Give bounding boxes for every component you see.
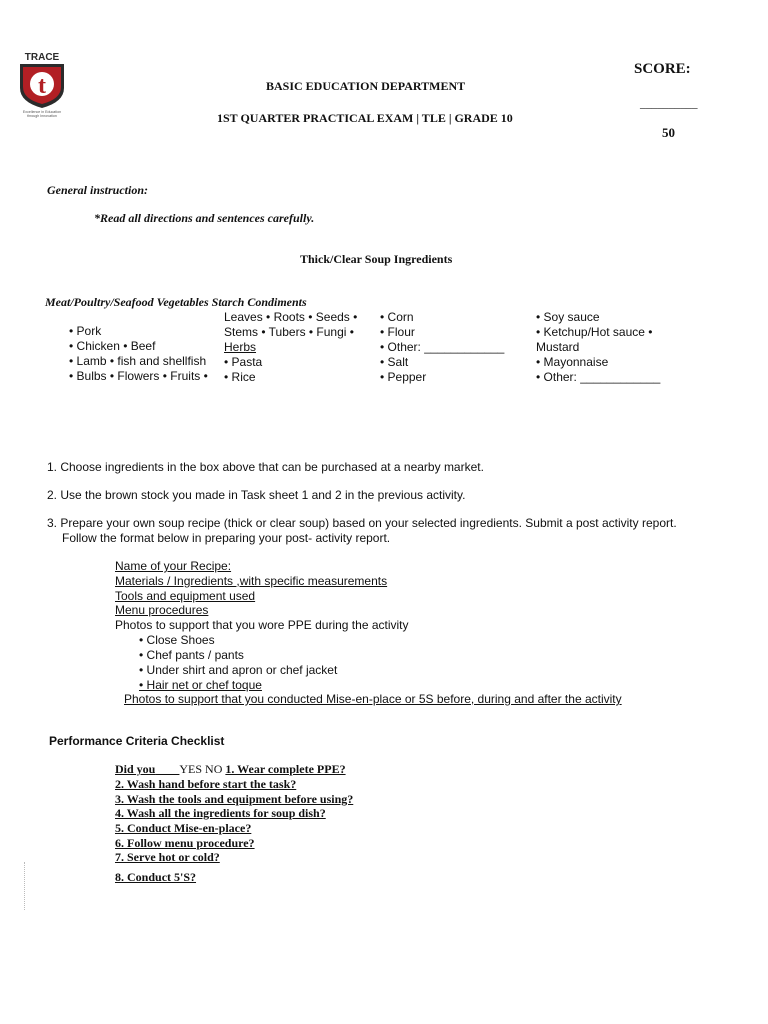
- margin-dots: [24, 862, 27, 910]
- step-1: 1. Choose ingredients in the box above that can be purchased at a nearby market.: [47, 460, 484, 474]
- list-item: Mustard: [536, 340, 580, 354]
- format-menu: Menu procedures: [115, 603, 209, 617]
- list-item: • Other: ____________: [380, 340, 505, 354]
- list-item: Stems • Tubers • Fungi •: [224, 325, 354, 339]
- score-blank: __________: [640, 98, 698, 110]
- ppe-item: • Chef pants / pants: [139, 648, 244, 662]
- list-item: • Bulbs • Flowers • Fruits •: [69, 369, 208, 383]
- format-photos-ppe: Photos to support that you wore PPE during the activity: [115, 618, 409, 632]
- table-headers: Meat/Poultry/Seafood Vegetables Starch Condiments: [45, 295, 307, 309]
- score-total: 50: [662, 125, 675, 140]
- ppe-item: • Under shirt and apron or chef jacket: [139, 663, 338, 677]
- exam-title: 1ST QUARTER PRACTICAL EXAM | TLE | GRADE 10: [217, 111, 513, 125]
- table-title: Thick/Clear Soup Ingredients: [300, 252, 453, 266]
- checklist-item: 2. Wash hand before start the task?: [115, 777, 297, 791]
- checklist-item: 4. Wash all the ingredients for soup dish?: [115, 806, 326, 820]
- list-item: • Pork: [69, 324, 102, 338]
- ppe-item: • Close Shoes: [139, 633, 215, 647]
- yes-no-label: YES NO: [179, 762, 223, 776]
- step-3: 3. Prepare your own soup recipe (thick or clear soup) based on your selected ingredients. Submit a post activity report.: [47, 516, 677, 530]
- list-item: • Lamb • fish and shellfish: [69, 354, 207, 368]
- list-item: Leaves • Roots • Seeds •: [224, 310, 358, 324]
- score-label: SCORE:: [634, 61, 691, 77]
- checklist-title: Performance Criteria Checklist: [49, 734, 225, 748]
- list-item: • Ketchup/Hot sauce •: [536, 325, 653, 339]
- logo-text: TRACE: [24, 52, 60, 63]
- step-2: 2. Use the brown stock you made in Task sheet 1 and 2 in the previous activity.: [47, 488, 466, 502]
- checklist-item: 5. Conduct Mise-en-place?: [115, 821, 252, 835]
- list-item: • Rice: [224, 370, 256, 384]
- instruction-heading: General instruction:: [47, 183, 149, 197]
- svg-text:Excellence in Education: Excellence in Education: [22, 110, 62, 114]
- instruction-text: *Read all directions and sentences carefully.: [94, 211, 315, 225]
- answer-blank: ____: [155, 762, 180, 776]
- meat-column: [69, 324, 208, 384]
- step-3-continued: Follow the format below in preparing your post- activity report.: [62, 531, 391, 545]
- school-logo: [12, 50, 72, 120]
- checklist-item: 1. Wear complete PPE?: [225, 762, 346, 776]
- starch-column: [380, 310, 504, 385]
- checklist-header: [115, 762, 346, 777]
- format-photos-5s: Photos to support that you conducted Mise-en-place or 5S before, during and after the activity: [124, 692, 622, 706]
- checklist-item: 6. Follow menu procedure?: [115, 836, 255, 850]
- vegetables-column: [224, 310, 357, 385]
- list-item: • Corn: [380, 310, 414, 324]
- list-item: Herbs: [224, 340, 257, 354]
- list-item: • Other: ____________: [536, 370, 661, 384]
- format-tools: Tools and equipment used: [115, 589, 256, 603]
- list-item: • Salt: [380, 355, 409, 369]
- did-you-label: Did you: [115, 762, 156, 776]
- checklist-item: 3. Wash the tools and equipment before using?: [115, 792, 354, 806]
- list-item: • Chicken • Beef: [69, 339, 156, 353]
- department-title: BASIC EDUCATION DEPARTMENT: [266, 79, 466, 93]
- list-item: • Mayonnaise: [536, 355, 609, 369]
- list-item: • Pepper: [380, 370, 427, 384]
- ppe-item: • Hair net or chef toque: [139, 678, 262, 692]
- checklist-item: 7. Serve hot or cold?: [115, 850, 220, 864]
- checklist-item: 8. Conduct 5'S?: [115, 870, 197, 884]
- format-materials: Materials / Ingredients ,with specific measurements: [115, 574, 388, 588]
- list-item: • Flour: [380, 325, 415, 339]
- svg-text:through Innovation: through Innovation: [27, 114, 57, 118]
- condiments-column: [536, 310, 660, 385]
- list-item: • Pasta: [224, 355, 263, 369]
- svg-text:t: t: [38, 73, 46, 99]
- list-item: • Soy sauce: [536, 310, 600, 324]
- format-recipe: Name of your Recipe:: [115, 559, 232, 573]
